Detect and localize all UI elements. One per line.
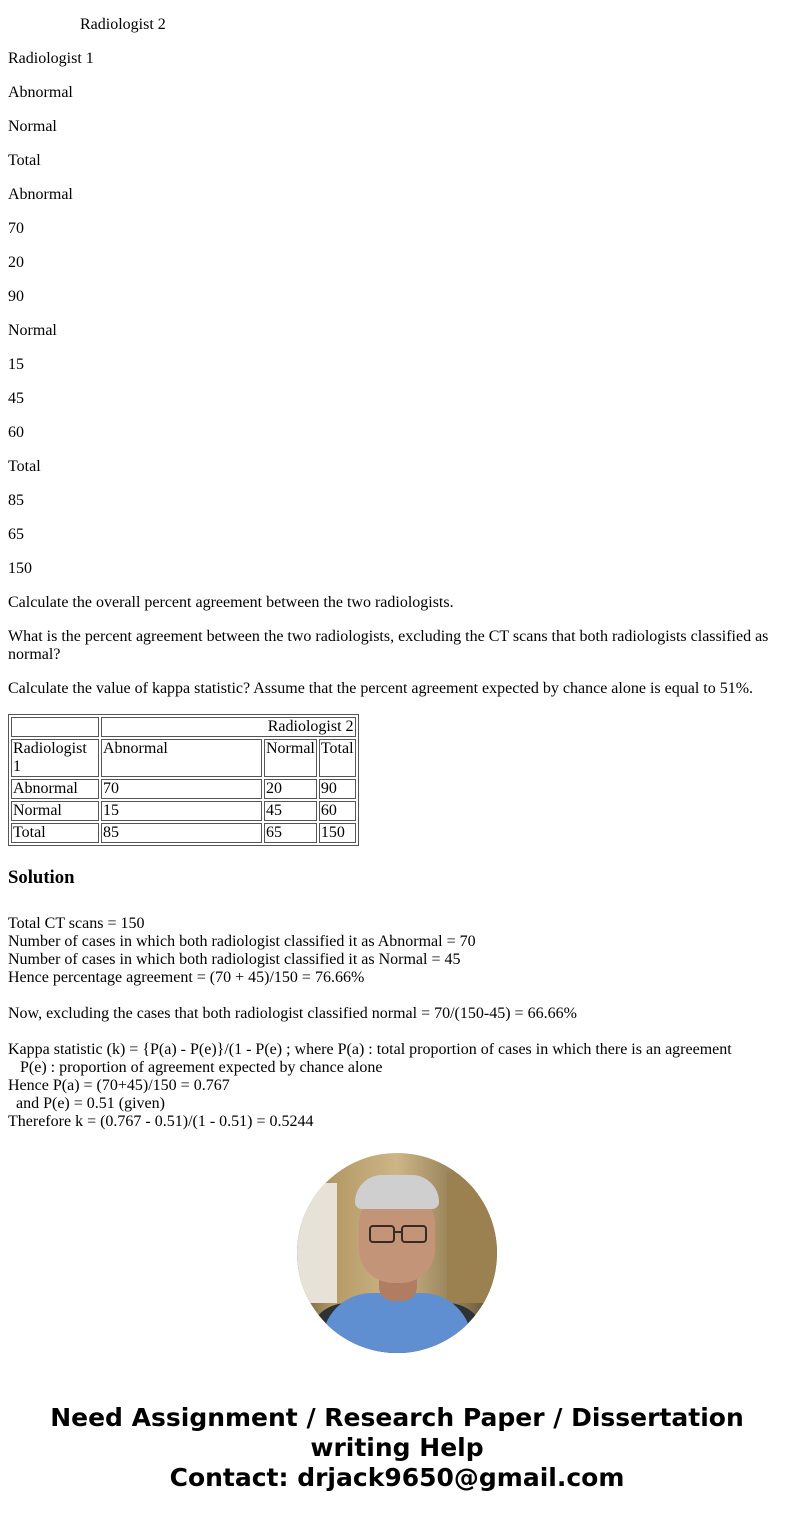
line-item: Normal: [8, 118, 57, 135]
solution-line: Number of cases in which both radiologist classified it as Normal = 45: [8, 951, 461, 968]
solution-line: P(e) : proportion of agreement expected by chance alone: [20, 1059, 383, 1076]
avatar-glasses-right: [401, 1225, 427, 1243]
table-cell: 15: [101, 801, 262, 821]
table-row: [11, 739, 356, 777]
table-cell: Total: [11, 823, 99, 843]
line-item: 65: [8, 526, 24, 543]
line-item: Normal: [8, 322, 57, 339]
table-cell: Radiologist 1: [11, 739, 99, 777]
line-item: 150: [8, 560, 32, 577]
table-cell: 90: [319, 779, 356, 799]
solution-line: [8, 987, 786, 1005]
solution-line: Therefore k = (0.767 - 0.51)/(1 - 0.51) = 0.5244: [8, 1113, 314, 1130]
avatar-background-door: [447, 1173, 497, 1303]
avatar-glasses-bridge: [393, 1231, 401, 1233]
solution-line: Number of cases in which both radiologist classified it as Abnormal = 70: [8, 933, 476, 950]
solution-line: and P(e) = 0.51 (given): [16, 1095, 165, 1112]
line-item: Abnormal: [8, 186, 73, 203]
table-cell: 45: [264, 801, 317, 821]
line-item: 85: [8, 492, 24, 509]
line-item: Radiologist 1: [8, 50, 94, 67]
solution-body: [8, 915, 786, 1131]
table-cell: Normal: [11, 801, 99, 821]
table-cell: 20: [264, 779, 317, 799]
line-item: 60: [8, 424, 24, 441]
avatar-glasses-left: [369, 1225, 395, 1243]
radiologist-2-text: Radiologist 2: [80, 16, 166, 33]
line-item: Abnormal: [8, 84, 73, 101]
question-3: Calculate the value of kappa statistic? Assume that the percent agreement expected by chance alone is equal to 51%.: [8, 680, 754, 697]
table-cell: Total: [319, 739, 356, 777]
line-item: 15: [8, 356, 24, 373]
avatar-background-wall: [297, 1183, 337, 1303]
table-cell: 70: [101, 779, 262, 799]
table-cell: 150: [319, 823, 356, 843]
author-avatar: [297, 1153, 497, 1353]
solution-line: Total CT scans = 150: [8, 915, 145, 932]
contingency-table: [8, 714, 359, 846]
table-cell: 65: [264, 823, 317, 843]
table-cell: Abnormal: [101, 739, 262, 777]
solution-line: Kappa statistic (k) = {P(a) - P(e)}/(1 - P(e) ; where P(a) : total proportion of cases in which there is an agreement: [8, 1041, 732, 1058]
line-item: 90: [8, 288, 24, 305]
table-header-radiologist-2: Radiologist 2: [101, 717, 356, 737]
promo-line-1: Need Assignment / Research Paper / Dissertation: [50, 1403, 744, 1432]
solution-line: Now, excluding the cases that both radiologist classified normal = 70/(150-45) = 66.66%: [8, 1005, 577, 1022]
table-cell: Abnormal: [11, 779, 99, 799]
promo-footer: [0, 1403, 794, 1493]
solution-line: [8, 1023, 786, 1041]
line-item: 20: [8, 254, 24, 271]
promo-line-2: writing Help: [310, 1433, 484, 1462]
line-item: Total: [8, 458, 41, 475]
promo-contact: Contact: drjack9650@gmail.com: [169, 1463, 625, 1492]
table-cell: 85: [101, 823, 262, 843]
radiologist-2-line: [8, 0, 786, 34]
table-cell: [11, 717, 99, 737]
table-cell: 60: [319, 801, 356, 821]
table-row: [11, 823, 356, 843]
line-item: Total: [8, 152, 41, 169]
table-row: [11, 779, 356, 799]
line-item: 45: [8, 390, 24, 407]
avatar-shirt: [322, 1293, 472, 1353]
solution-line: Hence percentage agreement = (70 + 45)/150 = 76.66%: [8, 969, 365, 986]
solution-heading: Solution: [8, 867, 75, 888]
table-row: [11, 801, 356, 821]
solution-line: Hence P(a) = (70+45)/150 = 0.767: [8, 1077, 230, 1094]
avatar-hair: [355, 1175, 439, 1209]
line-item: 70: [8, 220, 24, 237]
question-1: Calculate the overall percent agreement between the two radiologists.: [8, 594, 454, 611]
table-row: [11, 717, 356, 737]
table-cell: Normal: [264, 739, 317, 777]
question-2: What is the percent agreement between the two radiologists, excluding the CT scans that both radiologists classified as normal?: [8, 628, 769, 663]
